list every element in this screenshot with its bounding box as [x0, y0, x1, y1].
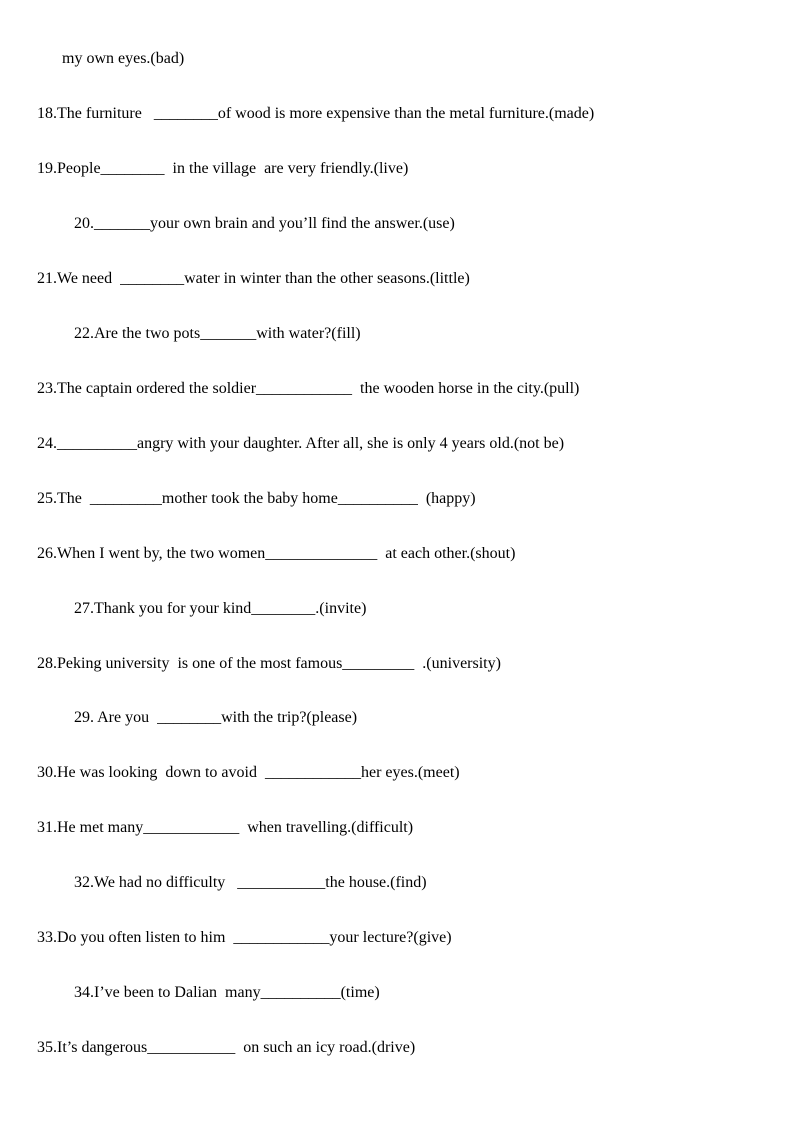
- exercise-item-29: 29. Are you ________with the trip?(please): [74, 709, 358, 726]
- exercise-item-23: 23.The captain ordered the soldier____________ the wooden horse in the city.(pull): [37, 380, 580, 397]
- exercise-item-20: 20._______your own brain and you’ll find the answer.(use): [74, 215, 455, 232]
- exercise-item-27: 27.Thank you for your kind________.(invite): [74, 600, 367, 617]
- exercise-item-26: 26.When I went by, the two women______________ at each other.(shout): [37, 545, 516, 562]
- exercise-item-22: 22.Are the two pots_______with water?(fill): [74, 325, 361, 342]
- exercise-item-30: 30.He was looking down to avoid ____________her eyes.(meet): [37, 764, 460, 781]
- exercise-item-34: 34.I’ve been to Dalian many__________(time): [74, 984, 380, 1001]
- exercise-line-17-continued: my own eyes.(bad): [62, 50, 185, 67]
- exercise-item-28: 28.Peking university is one of the most famous_________ .(university): [37, 655, 501, 672]
- exercise-item-33: 33.Do you often listen to him ____________your lecture?(give): [37, 929, 452, 946]
- exercise-item-25: 25.The _________mother took the baby home__________ (happy): [37, 490, 476, 507]
- exercise-item-32: 32.We had no difficulty ___________the house.(find): [74, 874, 427, 891]
- exercise-item-18: 18.The furniture ________of wood is more expensive than the metal furniture.(made): [37, 105, 595, 122]
- exercise-item-19: 19.People________ in the village are very friendly.(live): [37, 160, 409, 177]
- exercise-item-35: 35.It’s dangerous___________ on such an icy road.(drive): [37, 1039, 416, 1056]
- exercise-item-21: 21.We need ________water in winter than the other seasons.(little): [37, 270, 470, 287]
- exercise-item-24: 24.__________angry with your daughter. After all, she is only 4 years old.(not be): [37, 435, 565, 452]
- exercise-item-31: 31.He met many____________ when travelling.(difficult): [37, 819, 414, 836]
